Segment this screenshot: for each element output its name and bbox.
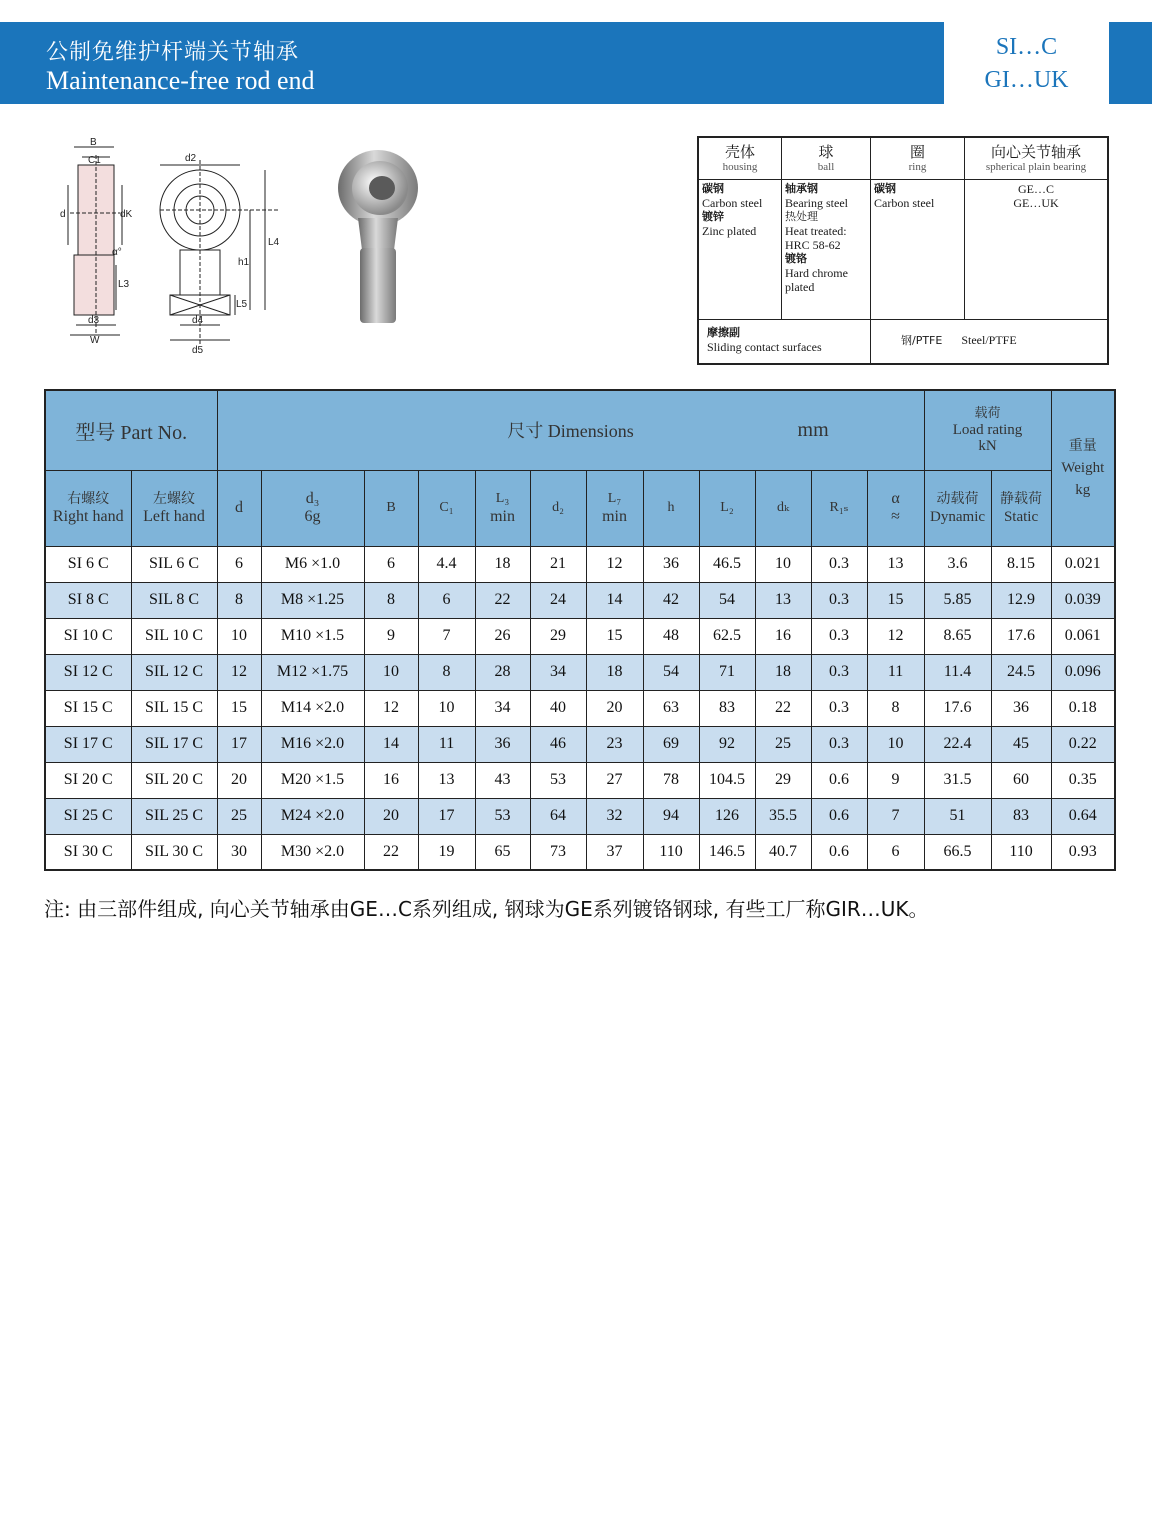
- header-alpha: α ≈: [867, 470, 924, 546]
- table-cell: SI 25 C: [45, 798, 131, 834]
- header-dimensions: [217, 390, 924, 470]
- table-cell: 22.4: [924, 726, 991, 762]
- table-cell: 9: [364, 618, 418, 654]
- table-cell: SI 6 C: [45, 546, 131, 582]
- table-cell: 51: [924, 798, 991, 834]
- table-cell: SIL 30 C: [131, 834, 217, 870]
- mat-header-ring: 圈 ring: [871, 138, 965, 180]
- table-cell: M6 ×1.0: [261, 546, 364, 582]
- table-row: [45, 798, 1115, 834]
- table-cell: 46.5: [699, 546, 755, 582]
- table-cell: 0.3: [811, 546, 867, 582]
- table-cell: 0.061: [1051, 618, 1115, 654]
- table-cell: 20: [586, 690, 643, 726]
- table-cell: 0.3: [811, 726, 867, 762]
- header-L7: L₇ min: [586, 470, 643, 546]
- mat-sliding-value: 钢/PTFE Steel/PTFE: [901, 333, 1017, 347]
- table-cell: SIL 25 C: [131, 798, 217, 834]
- table-cell: 0.22: [1051, 726, 1115, 762]
- table-cell: 13: [755, 582, 811, 618]
- table-cell: 36: [991, 690, 1051, 726]
- dimensions-table: [44, 389, 1116, 871]
- table-cell: 12: [364, 690, 418, 726]
- label-d: d: [60, 209, 66, 220]
- table-cell: M24 ×2.0: [261, 798, 364, 834]
- header-left-hand: 左螺纹 Left hand: [131, 470, 217, 546]
- title-en: Maintenance-free rod end: [46, 66, 315, 95]
- table-cell: 22: [755, 690, 811, 726]
- table-cell: 62.5: [699, 618, 755, 654]
- header-weight: 重量 Weight kg: [1051, 390, 1115, 546]
- table-cell: 23: [586, 726, 643, 762]
- table-cell: 54: [699, 582, 755, 618]
- label-dK: dK: [120, 209, 133, 220]
- table-cell: 0.35: [1051, 762, 1115, 798]
- table-cell: SIL 17 C: [131, 726, 217, 762]
- table-cell: 69: [643, 726, 699, 762]
- table-cell: 29: [530, 618, 586, 654]
- table-cell: 36: [475, 726, 530, 762]
- rod-end-product-photo: [330, 140, 425, 330]
- header-d2: d₂: [530, 470, 586, 546]
- label-C1: C1: [88, 155, 101, 166]
- table-cell: 45: [991, 726, 1051, 762]
- table-cell: 6: [867, 834, 924, 870]
- dimensions-label: 尺寸 Dimensions: [507, 421, 634, 442]
- header-load-rating: 载荷 Load rating kN: [924, 390, 1051, 470]
- table-cell: 25: [217, 798, 261, 834]
- table-cell: 43: [475, 762, 530, 798]
- table-cell: SI 15 C: [45, 690, 131, 726]
- table-cell: 110: [643, 834, 699, 870]
- table-cell: 12: [867, 618, 924, 654]
- table-cell: SI 8 C: [45, 582, 131, 618]
- table-cell: 0.3: [811, 618, 867, 654]
- side-view: [68, 147, 122, 335]
- mat-sliding-label: 摩擦副 Sliding contact surfaces: [699, 320, 871, 363]
- table-cell: 4.4: [418, 546, 475, 582]
- header-r1s: R₁ₛ: [811, 470, 867, 546]
- label-B: B: [90, 137, 97, 148]
- table-cell: 15: [867, 582, 924, 618]
- table-cell: 24: [530, 582, 586, 618]
- header-banner: [0, 22, 944, 104]
- table-cell: M20 ×1.5: [261, 762, 364, 798]
- table-cell: 8.65: [924, 618, 991, 654]
- label-alpha: α°: [112, 247, 122, 258]
- label-L3: L3: [118, 279, 130, 290]
- header-static: 静载荷 Static: [991, 470, 1051, 546]
- materials-table: [697, 136, 1109, 365]
- title-cn: 公制免维护杆端关节轴承: [46, 40, 300, 65]
- table-cell: 24.5: [991, 654, 1051, 690]
- mat-bearing-cell: GE…C GE…UK: [965, 180, 1107, 320]
- mat-header-ball: 球 ball: [782, 138, 871, 180]
- table-cell: 35.5: [755, 798, 811, 834]
- table-cell: M12 ×1.75: [261, 654, 364, 690]
- table-cell: 65: [475, 834, 530, 870]
- table-cell: SI 17 C: [45, 726, 131, 762]
- footnote: 注: 由三部件组成, 向心关节轴承由GE…C系列组成, 钢球为GE系列镀铬钢球, 有些工厂称GIR…UK。: [44, 897, 929, 921]
- label-L4: L4: [268, 237, 280, 248]
- mat-header-bearing: 向心关节轴承 spherical plain bearing: [965, 138, 1107, 180]
- table-cell: 0.6: [811, 834, 867, 870]
- table-cell: 40: [530, 690, 586, 726]
- table-cell: 11: [418, 726, 475, 762]
- table-cell: 21: [530, 546, 586, 582]
- table-cell: 17.6: [991, 618, 1051, 654]
- table-cell: 12: [586, 546, 643, 582]
- table-cell: 8: [418, 654, 475, 690]
- table-cell: 60: [991, 762, 1051, 798]
- table-cell: 14: [586, 582, 643, 618]
- table-cell: 22: [364, 834, 418, 870]
- table-cell: 19: [418, 834, 475, 870]
- table-cell: 0.039: [1051, 582, 1115, 618]
- table-cell: 53: [475, 798, 530, 834]
- series-code-gi: GI…UK: [984, 67, 1069, 93]
- table-cell: 8: [364, 582, 418, 618]
- header-d3: d₃ 6g: [261, 470, 364, 546]
- header-d: d: [217, 470, 261, 546]
- table-cell: 6: [418, 582, 475, 618]
- table-cell: 8.15: [991, 546, 1051, 582]
- table-cell: 83: [991, 798, 1051, 834]
- table-cell: 25: [755, 726, 811, 762]
- table-cell: 126: [699, 798, 755, 834]
- table-cell: 78: [643, 762, 699, 798]
- table-cell: 28: [475, 654, 530, 690]
- header-C1: C₁: [418, 470, 475, 546]
- table-cell: 7: [418, 618, 475, 654]
- table-cell: 32: [586, 798, 643, 834]
- label-d3: d3: [88, 315, 100, 326]
- table-cell: 42: [643, 582, 699, 618]
- table-cell: 27: [586, 762, 643, 798]
- table-cell: 0.93: [1051, 834, 1115, 870]
- table-cell: 92: [699, 726, 755, 762]
- table-cell: 8: [867, 690, 924, 726]
- table-cell: 31.5: [924, 762, 991, 798]
- table-cell: 73: [530, 834, 586, 870]
- table-cell: 30: [217, 834, 261, 870]
- header-L2: L₂: [699, 470, 755, 546]
- table-cell: M8 ×1.25: [261, 582, 364, 618]
- table-cell: SI 12 C: [45, 654, 131, 690]
- header-part-no: 型号 Part No.: [45, 390, 217, 470]
- table-cell: 83: [699, 690, 755, 726]
- table-cell: 3.6: [924, 546, 991, 582]
- mat-ball-cell: 轴承钢 Bearing steel 热处理 Heat treated: HRC 58-62 镀铬 Hard chrome plated: [782, 180, 871, 320]
- table-row: [45, 654, 1115, 690]
- table-cell: 36: [643, 546, 699, 582]
- table-cell: 0.18: [1051, 690, 1115, 726]
- table-cell: 12.9: [991, 582, 1051, 618]
- table-cell: 17.6: [924, 690, 991, 726]
- table-cell: SI 20 C: [45, 762, 131, 798]
- series-codes: [944, 22, 1109, 104]
- table-cell: 16: [755, 618, 811, 654]
- table-cell: 17: [418, 798, 475, 834]
- table-cell: M30 ×2.0: [261, 834, 364, 870]
- table-cell: 5.85: [924, 582, 991, 618]
- table-row: [45, 690, 1115, 726]
- table-cell: 64: [530, 798, 586, 834]
- table-cell: 11.4: [924, 654, 991, 690]
- label-d2: d2: [185, 153, 197, 164]
- mat-header-housing: 壳体 housing: [699, 138, 782, 180]
- table-row: [45, 726, 1115, 762]
- table-cell: 13: [418, 762, 475, 798]
- table-cell: 53: [530, 762, 586, 798]
- table-cell: 6: [217, 546, 261, 582]
- series-code-si: SI…C: [995, 34, 1058, 60]
- table-cell: 46: [530, 726, 586, 762]
- table-cell: M10 ×1.5: [261, 618, 364, 654]
- table-cell: 0.6: [811, 798, 867, 834]
- table-row: [45, 546, 1115, 582]
- table-cell: 34: [530, 654, 586, 690]
- label-L5: L5: [236, 299, 248, 310]
- table-cell: 0.021: [1051, 546, 1115, 582]
- table-cell: 54: [643, 654, 699, 690]
- table-cell: 13: [867, 546, 924, 582]
- mat-ring-cell: 碳钢 Carbon steel: [871, 180, 965, 320]
- table-cell: 10: [755, 546, 811, 582]
- table-cell: SIL 15 C: [131, 690, 217, 726]
- table-cell: 10: [867, 726, 924, 762]
- table-cell: 16: [364, 762, 418, 798]
- table-cell: 10: [364, 654, 418, 690]
- table-cell: M16 ×2.0: [261, 726, 364, 762]
- table-cell: SIL 8 C: [131, 582, 217, 618]
- header-dk: dₖ: [755, 470, 811, 546]
- table-cell: 71: [699, 654, 755, 690]
- table-cell: 10: [418, 690, 475, 726]
- label-d5: d5: [192, 345, 204, 356]
- table-cell: 0.6: [811, 762, 867, 798]
- table-cell: 63: [643, 690, 699, 726]
- table-cell: 34: [475, 690, 530, 726]
- table-cell: 146.5: [699, 834, 755, 870]
- table-cell: 10: [217, 618, 261, 654]
- table-cell: 0.3: [811, 582, 867, 618]
- table-cell: SIL 20 C: [131, 762, 217, 798]
- table-cell: SI 10 C: [45, 618, 131, 654]
- header-tab: [1109, 22, 1152, 104]
- header-dynamic: 动载荷 Dynamic: [924, 470, 991, 546]
- header-h: h: [643, 470, 699, 546]
- table-cell: 0.096: [1051, 654, 1115, 690]
- table-cell: 15: [217, 690, 261, 726]
- table-cell: 0.64: [1051, 798, 1115, 834]
- table-cell: 18: [475, 546, 530, 582]
- table-cell: 48: [643, 618, 699, 654]
- table-cell: 14: [364, 726, 418, 762]
- table-cell: 66.5: [924, 834, 991, 870]
- table-cell: 110: [991, 834, 1051, 870]
- table-row: [45, 762, 1115, 798]
- label-d4: d4: [192, 315, 204, 326]
- table-cell: 12: [217, 654, 261, 690]
- table-cell: 18: [586, 654, 643, 690]
- mat-housing-cell: 碳钢 Carbon steel 镀锌 Zinc plated: [699, 180, 782, 320]
- front-view: [160, 160, 280, 345]
- table-cell: 11: [867, 654, 924, 690]
- header-right-hand: 右螺纹 Right hand: [45, 470, 131, 546]
- table-cell: 20: [364, 798, 418, 834]
- table-cell: M14 ×2.0: [261, 690, 364, 726]
- table-cell: 0.3: [811, 654, 867, 690]
- table-cell: 94: [643, 798, 699, 834]
- table-cell: 8: [217, 582, 261, 618]
- table-cell: 7: [867, 798, 924, 834]
- table-cell: SIL 10 C: [131, 618, 217, 654]
- table-cell: 37: [586, 834, 643, 870]
- table-cell: SI 30 C: [45, 834, 131, 870]
- table-cell: SIL 6 C: [131, 546, 217, 582]
- table-cell: 0.3: [811, 690, 867, 726]
- header-L3: L₃ min: [475, 470, 530, 546]
- table-cell: 20: [217, 762, 261, 798]
- table-cell: 18: [755, 654, 811, 690]
- table-cell: 15: [586, 618, 643, 654]
- table-cell: 40.7: [755, 834, 811, 870]
- table-cell: 6: [364, 546, 418, 582]
- rod-end-technical-drawing: [60, 135, 305, 360]
- table-cell: 26: [475, 618, 530, 654]
- header-B: B: [364, 470, 418, 546]
- dimensions-unit: mm: [797, 419, 829, 441]
- table-row: [45, 834, 1115, 870]
- label-h1: h1: [238, 257, 250, 268]
- label-W: W: [90, 335, 100, 346]
- table-cell: 22: [475, 582, 530, 618]
- table-cell: 29: [755, 762, 811, 798]
- table-cell: 104.5: [699, 762, 755, 798]
- table-row: [45, 618, 1115, 654]
- table-row: [45, 582, 1115, 618]
- table-cell: 9: [867, 762, 924, 798]
- table-cell: SIL 12 C: [131, 654, 217, 690]
- table-cell: 17: [217, 726, 261, 762]
